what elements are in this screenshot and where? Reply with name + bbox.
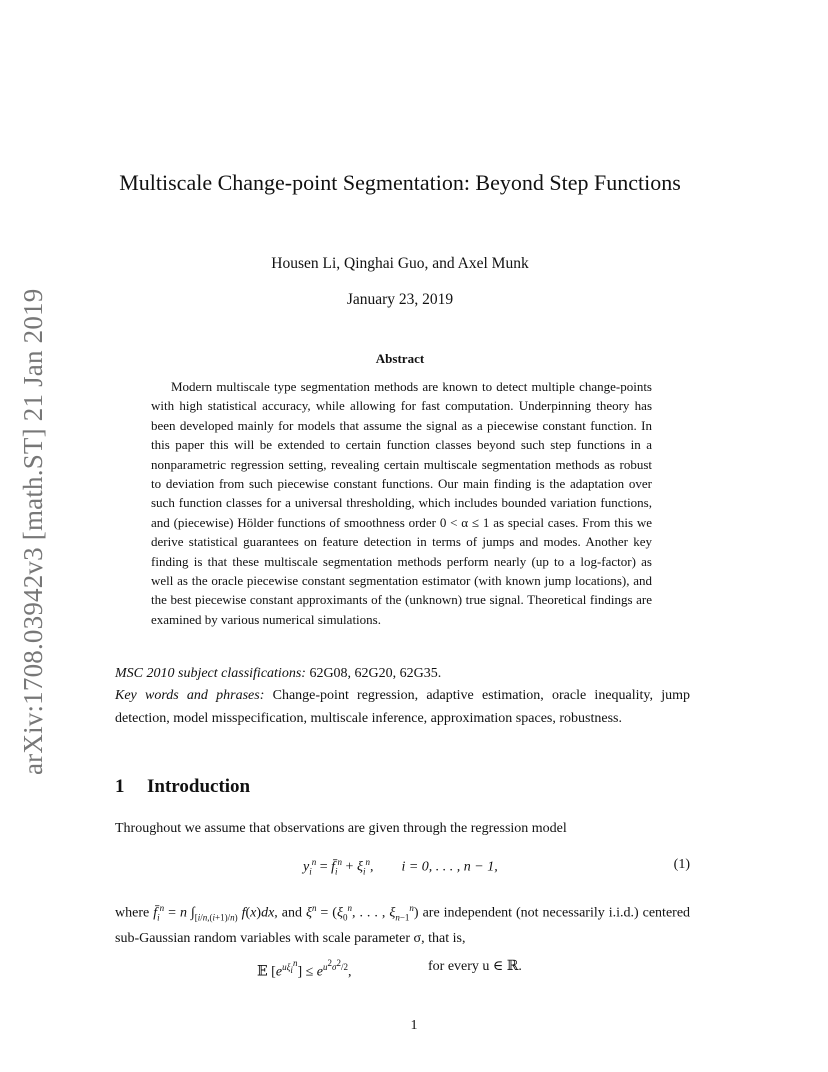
equation-1 — [115, 857, 690, 879]
page-number: 1 — [410, 1018, 418, 1033]
equation-2-condition: for every u ∈ ℝ. — [428, 959, 522, 974]
equation-1-tag: (1) — [673, 857, 690, 872]
authors: Housen Li, Qinghai Guo, and Axel Munk — [271, 255, 529, 272]
paper-date: January 23, 2019 — [346, 291, 454, 308]
where-paragraph: where $f̄_i^n = n$ $\int_{[i/n,(i+1)/n)}$ f(x)dx, and $\xi^n = (\xi_0^n$, . . . , $\xi_{n-1}^n$) are independent (not necessarily i.i.d.) centered sub-Gaussian random variables with scale parameter σ, that is, — [115, 903, 691, 947]
equation-1-index: i = 0, . . . , n − 1, — [401, 859, 498, 875]
section-title: Introduction — [147, 776, 251, 797]
section-heading — [115, 776, 250, 798]
equation-2 — [115, 958, 690, 984]
keywords — [115, 684, 690, 730]
paper-title: Multiscale Change-point Segmentation: Beyond Step Functions — [119, 170, 681, 195]
equation-2-math: 𝔼 $[e^{u\xi_i^n}] \le e^{u^2\sigma^2/2}$, — [257, 958, 352, 980]
msc-classifications — [115, 662, 690, 685]
intro-paragraph: Throughout we assume that observations are given through the regression model — [115, 821, 567, 836]
arxiv-stamp: arXiv:1708.03942v3 [math.ST] 21 Jan 2019 — [18, 288, 48, 775]
abstract-text: Modern multiscale type segmentation methods are known to detect multiple change-points with high statistical accuracy, while allowing for fast computation. Underpinning theory has been developed mainly for models that assume the signal as a piecewise constant function. In this paper this will be extended to certain function classes beyond such step functions in a nonparametric regression setting, revealing certain multiscale segmentation methods as robust to deviation from such piecewise constant functions. Our main finding is the adaptation over such function classes for a universal thresholding, which includes bounded variation functions, and (piecewise) Hölder functions of smoothness order 0 < α ≤ 1 as special cases. From this we derive statistical guarantees on feature detection in terms of jumps and modes. Another key finding is that these multiscale segmentation methods perform nearly (up to a log-factor) as well as the oracle piecewise constant segmentation estimator (with known jump locations), and the best piecewise constant approximants of the (unknown) true signal. Theoretical findings are examined by various numerical simulations. — [151, 379, 652, 627]
keywords-label: Key words and phrases: — [115, 688, 265, 703]
where-tail: are independent (not necessarily i.i.d.) centered sub-Gaussian random variables with scale parameter σ, that is, — [115, 905, 691, 947]
msc-value: 62G08, 62G20, 62G35. — [309, 666, 442, 681]
abstract-heading: Abstract — [375, 351, 425, 366]
keywords-value: Change-point regression, adaptive estimation, oracle inequality, jump detection, model misspecification, multiscale inference, approximation spaces, robustness. — [115, 688, 691, 726]
msc-label: MSC 2010 subject classifications: — [115, 666, 306, 681]
section-number: 1 — [115, 776, 125, 797]
equation-1-math: $y_i^n$ = $f̄_i^n + \xi_i^n$, i = 0, . . . , n − 1, — [303, 857, 498, 877]
